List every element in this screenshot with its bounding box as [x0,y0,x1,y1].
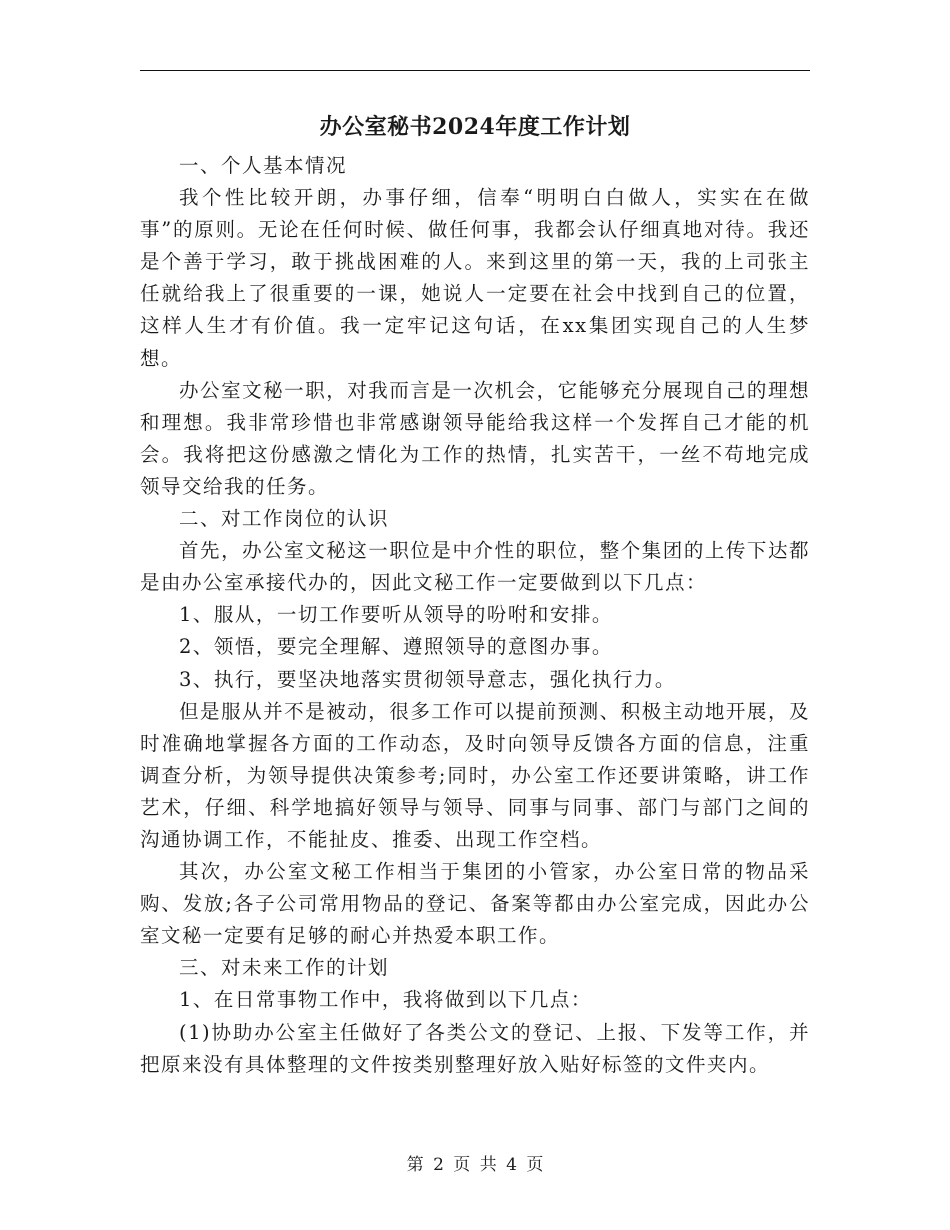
paragraph: 其次，办公室文秘工作相当于集团的小管家，办公室日常的物品采购、发放;各子公司常用物品的登记、备案等都由办公室完成，因此办公室文秘一定要有足够的耐心并热爱本职工作。 [140,860,810,948]
list-item: 3、执行，要坚决地落实贯彻领导意志，强化执行力。 [179,667,676,691]
header-rule [140,70,810,71]
document-body [140,150,810,1081]
paragraph: 但是服从并不是被动，很多工作可以提前预测、积极主动地开展，及时准确地掌握各方面的工作动态，及时向领导反馈各方面的信息，注重调查分析，为领导提供决策参考;同时，办公室工作还要讲策略，讲工作艺术，仔细、科学地搞好领导与领导、同事与同事、部门与部门之间的沟通协调工作，不能扯皮、推委、出现工作空档。 [140,699,810,851]
document-title: 办公室秘书2024年度工作计划 [319,114,631,140]
list-item: 1、服从，一切工作要听从领导的吩咐和安排。 [179,603,613,627]
section-heading-3: 三、对未来工作的计划 [179,956,390,980]
section-heading-2: 二、对工作岗位的认识 [179,507,390,531]
paragraph: (1)协助办公室主任做好了各类公文的登记、上报、下发等工作，并把原来没有具体整理的文件按类别整理好放入贴好标签的文件夹内。 [140,1020,810,1076]
paragraph: 首先，办公室文秘这一职位是中介性的职位，整个集团的上传下达都是由办公室承接代办的，因此文秘工作一定要做到以下几点： [140,539,810,595]
paragraph: 办公室文秘一职，对我而言是一次机会，它能够充分展现自己的理想和理想。我非常珍惜也非常感谢领导能给我这样一个发挥自己才能的机会。我将把这份感激之情化为工作的热情，扎实苦干，一丝不苟地完成领导交给我的任务。 [140,378,810,498]
section-heading-1: 一、个人基本情况 [179,154,348,177]
page-number-footer: 第 2 页 共 4 页 [406,1155,544,1175]
list-item: 1、在日常事物工作中，我将做到以下几点： [179,988,592,1012]
paragraph: 我个性比较开朗，办事仔细，信奉“明明白白做人，实实在在做事”的原则。无论在任何时候、做任何事，我都会认仔细真地对待。我还是个善于学习，敢于挑战困难的人。来到这里的第一天，我的上司张主任就给我上了很重要的一课，她说人一定要在社会中找到自己的位置，这样人生才有价值。我一定牢记这句话，在xx集团实现自己的人生梦想。 [140,186,810,370]
list-item: 2、领悟，要完全理解、遵照领导的意图办事。 [179,635,613,659]
